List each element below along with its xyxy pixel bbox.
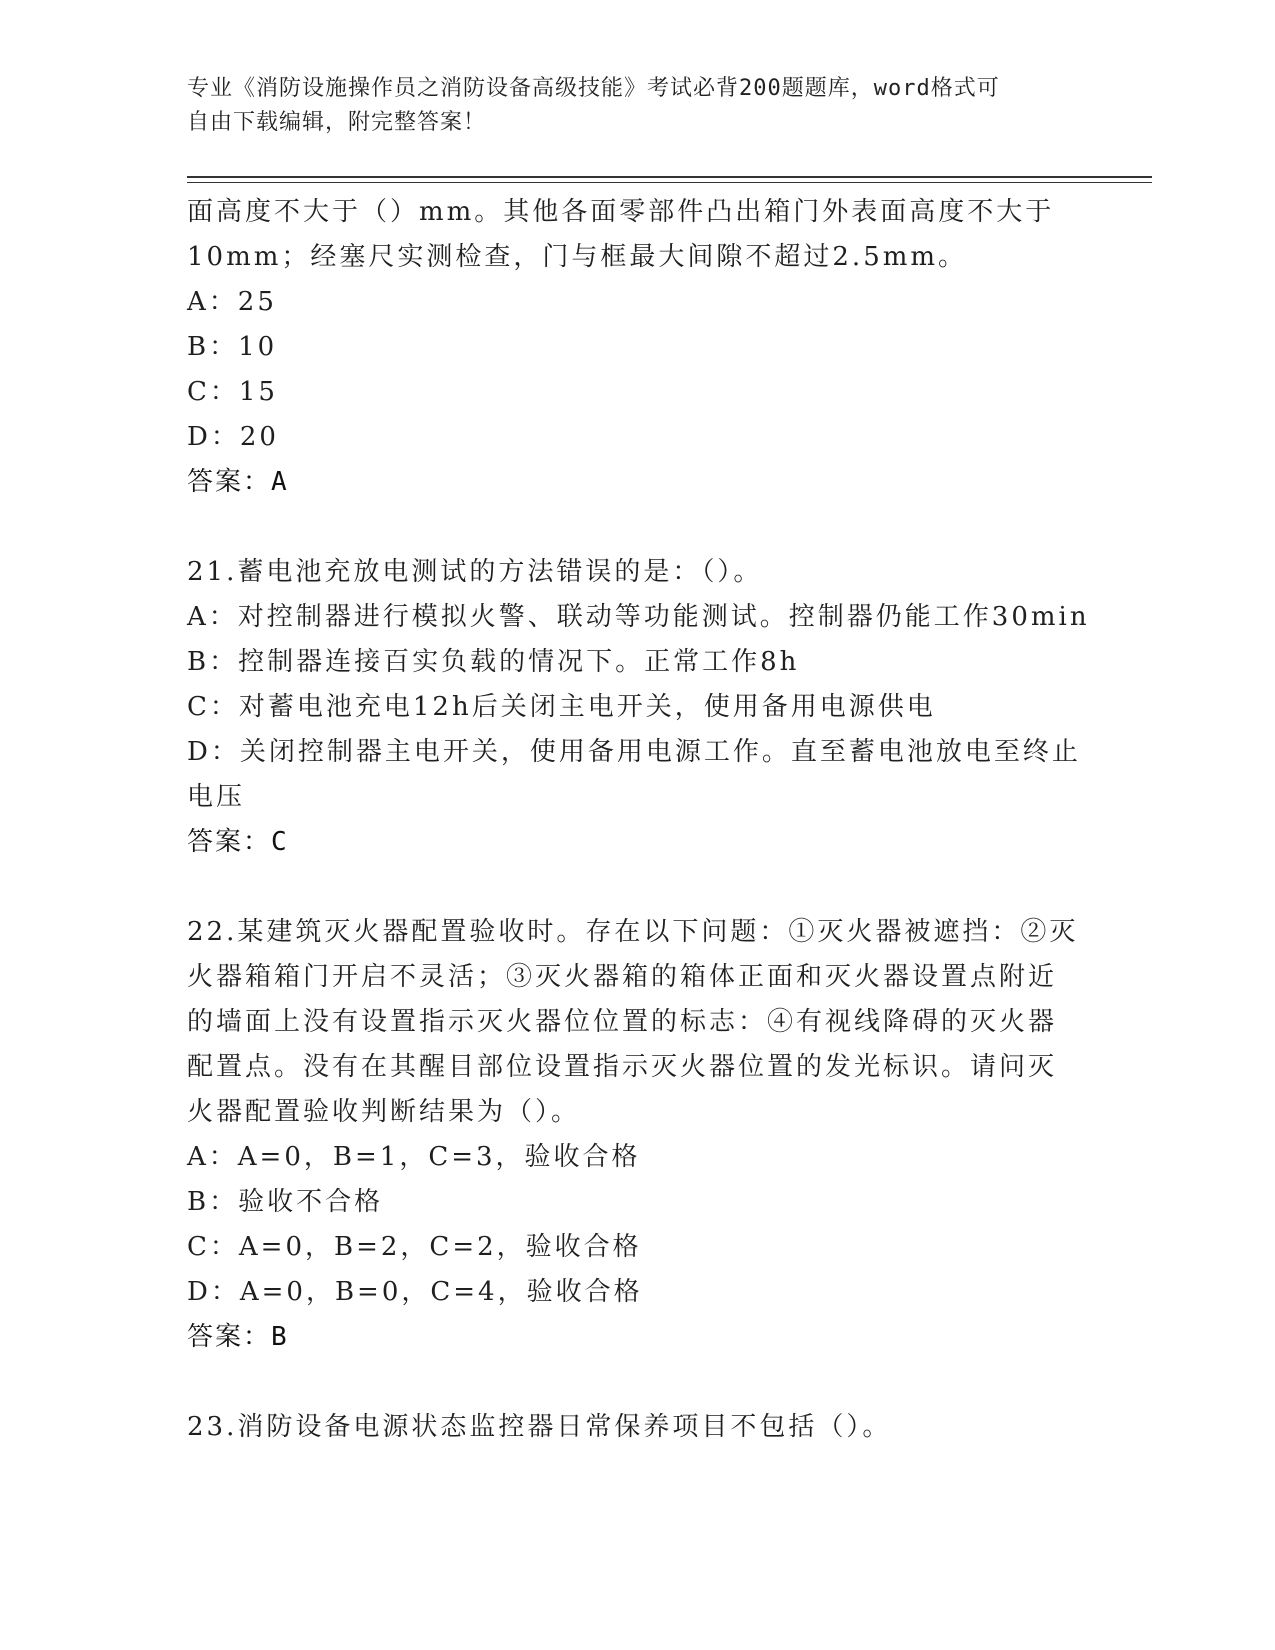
header-divider-thin — [187, 182, 1152, 183]
option-d: D：A=0，B=0，C=4，验收合格 — [187, 1277, 643, 1307]
question-stem-line: 23.消防设备电源状态监控器日常保养项目不包括（）。 — [187, 1412, 892, 1442]
spacer — [187, 1360, 1087, 1405]
spacer — [187, 505, 1087, 550]
header-line-2: 自由下载编辑，附完整答案！ — [187, 110, 487, 135]
question-stem-line: 面高度不大于（）mm。其他各面零部件凸出箱门外表面高度不大于 — [187, 197, 1055, 227]
option-b: B：10 — [187, 332, 278, 362]
answer-label: 答案：C — [187, 827, 289, 857]
header-line-1: 专业《消防设施操作员之消防设备高级技能》考试必背200题题库，word格式可 — [187, 76, 1000, 101]
option-b: B：验收不合格 — [187, 1187, 384, 1217]
question-22 — [187, 910, 1087, 1360]
option-d: D：关闭控制器主电开关，使用备用电源工作。直至蓄电池放电至终止 — [187, 737, 1081, 767]
question-stem-line: 的墙面上没有设置指示灭火器位位置的标志：④有视线降碍的灭火器 — [187, 1007, 1058, 1037]
question-23 — [187, 1405, 1087, 1450]
option-c: C：A=0，B=2，C=2，验收合格 — [187, 1232, 642, 1262]
option-d-continued: 电压 — [187, 782, 246, 812]
question-stem-line: 配置点。没有在其醒目部位设置指示灭火器位置的发光标识。请问灭 — [187, 1052, 1058, 1082]
question-stem-line: 21.蓄电池充放电测试的方法错误的是：（）。 — [187, 557, 763, 587]
question-content — [187, 190, 1090, 1450]
document-header — [187, 72, 1067, 140]
answer-label: 答案：A — [187, 467, 289, 497]
question-stem-line: 火器配置验收判断结果为（）。 — [187, 1097, 581, 1127]
question-21 — [187, 550, 1090, 865]
question-20 — [187, 190, 1087, 505]
option-a: A：25 — [187, 287, 277, 317]
question-stem-line: 10mm；经塞尺实测检查，门与框最大间隙不超过2.5mm。 — [187, 242, 968, 272]
option-c: C：对蓄电池充电12h后关闭主电开关，使用备用电源供电 — [187, 692, 936, 722]
question-stem-line: 火器箱箱门开启不灵活；③灭火器箱的箱体正面和灭火器设置点附近 — [187, 962, 1058, 992]
spacer — [187, 865, 1087, 910]
option-a: A：A=0，B=1，C=3，验收合格 — [187, 1142, 641, 1172]
option-d: D：20 — [187, 422, 279, 452]
header-divider-thick — [187, 176, 1152, 178]
answer-label: 答案：B — [187, 1322, 289, 1352]
option-c: C：15 — [187, 377, 278, 407]
option-b: B：控制器连接百实负载的情况下。正常工作8h — [187, 647, 800, 677]
question-stem-line: 22.某建筑灭火器配置验收时。存在以下问题：①灭火器被遮挡：②灭 — [187, 917, 1079, 947]
option-a: A：对控制器进行模拟火警、联动等功能测试。控制器仍能工作30min — [187, 602, 1090, 632]
